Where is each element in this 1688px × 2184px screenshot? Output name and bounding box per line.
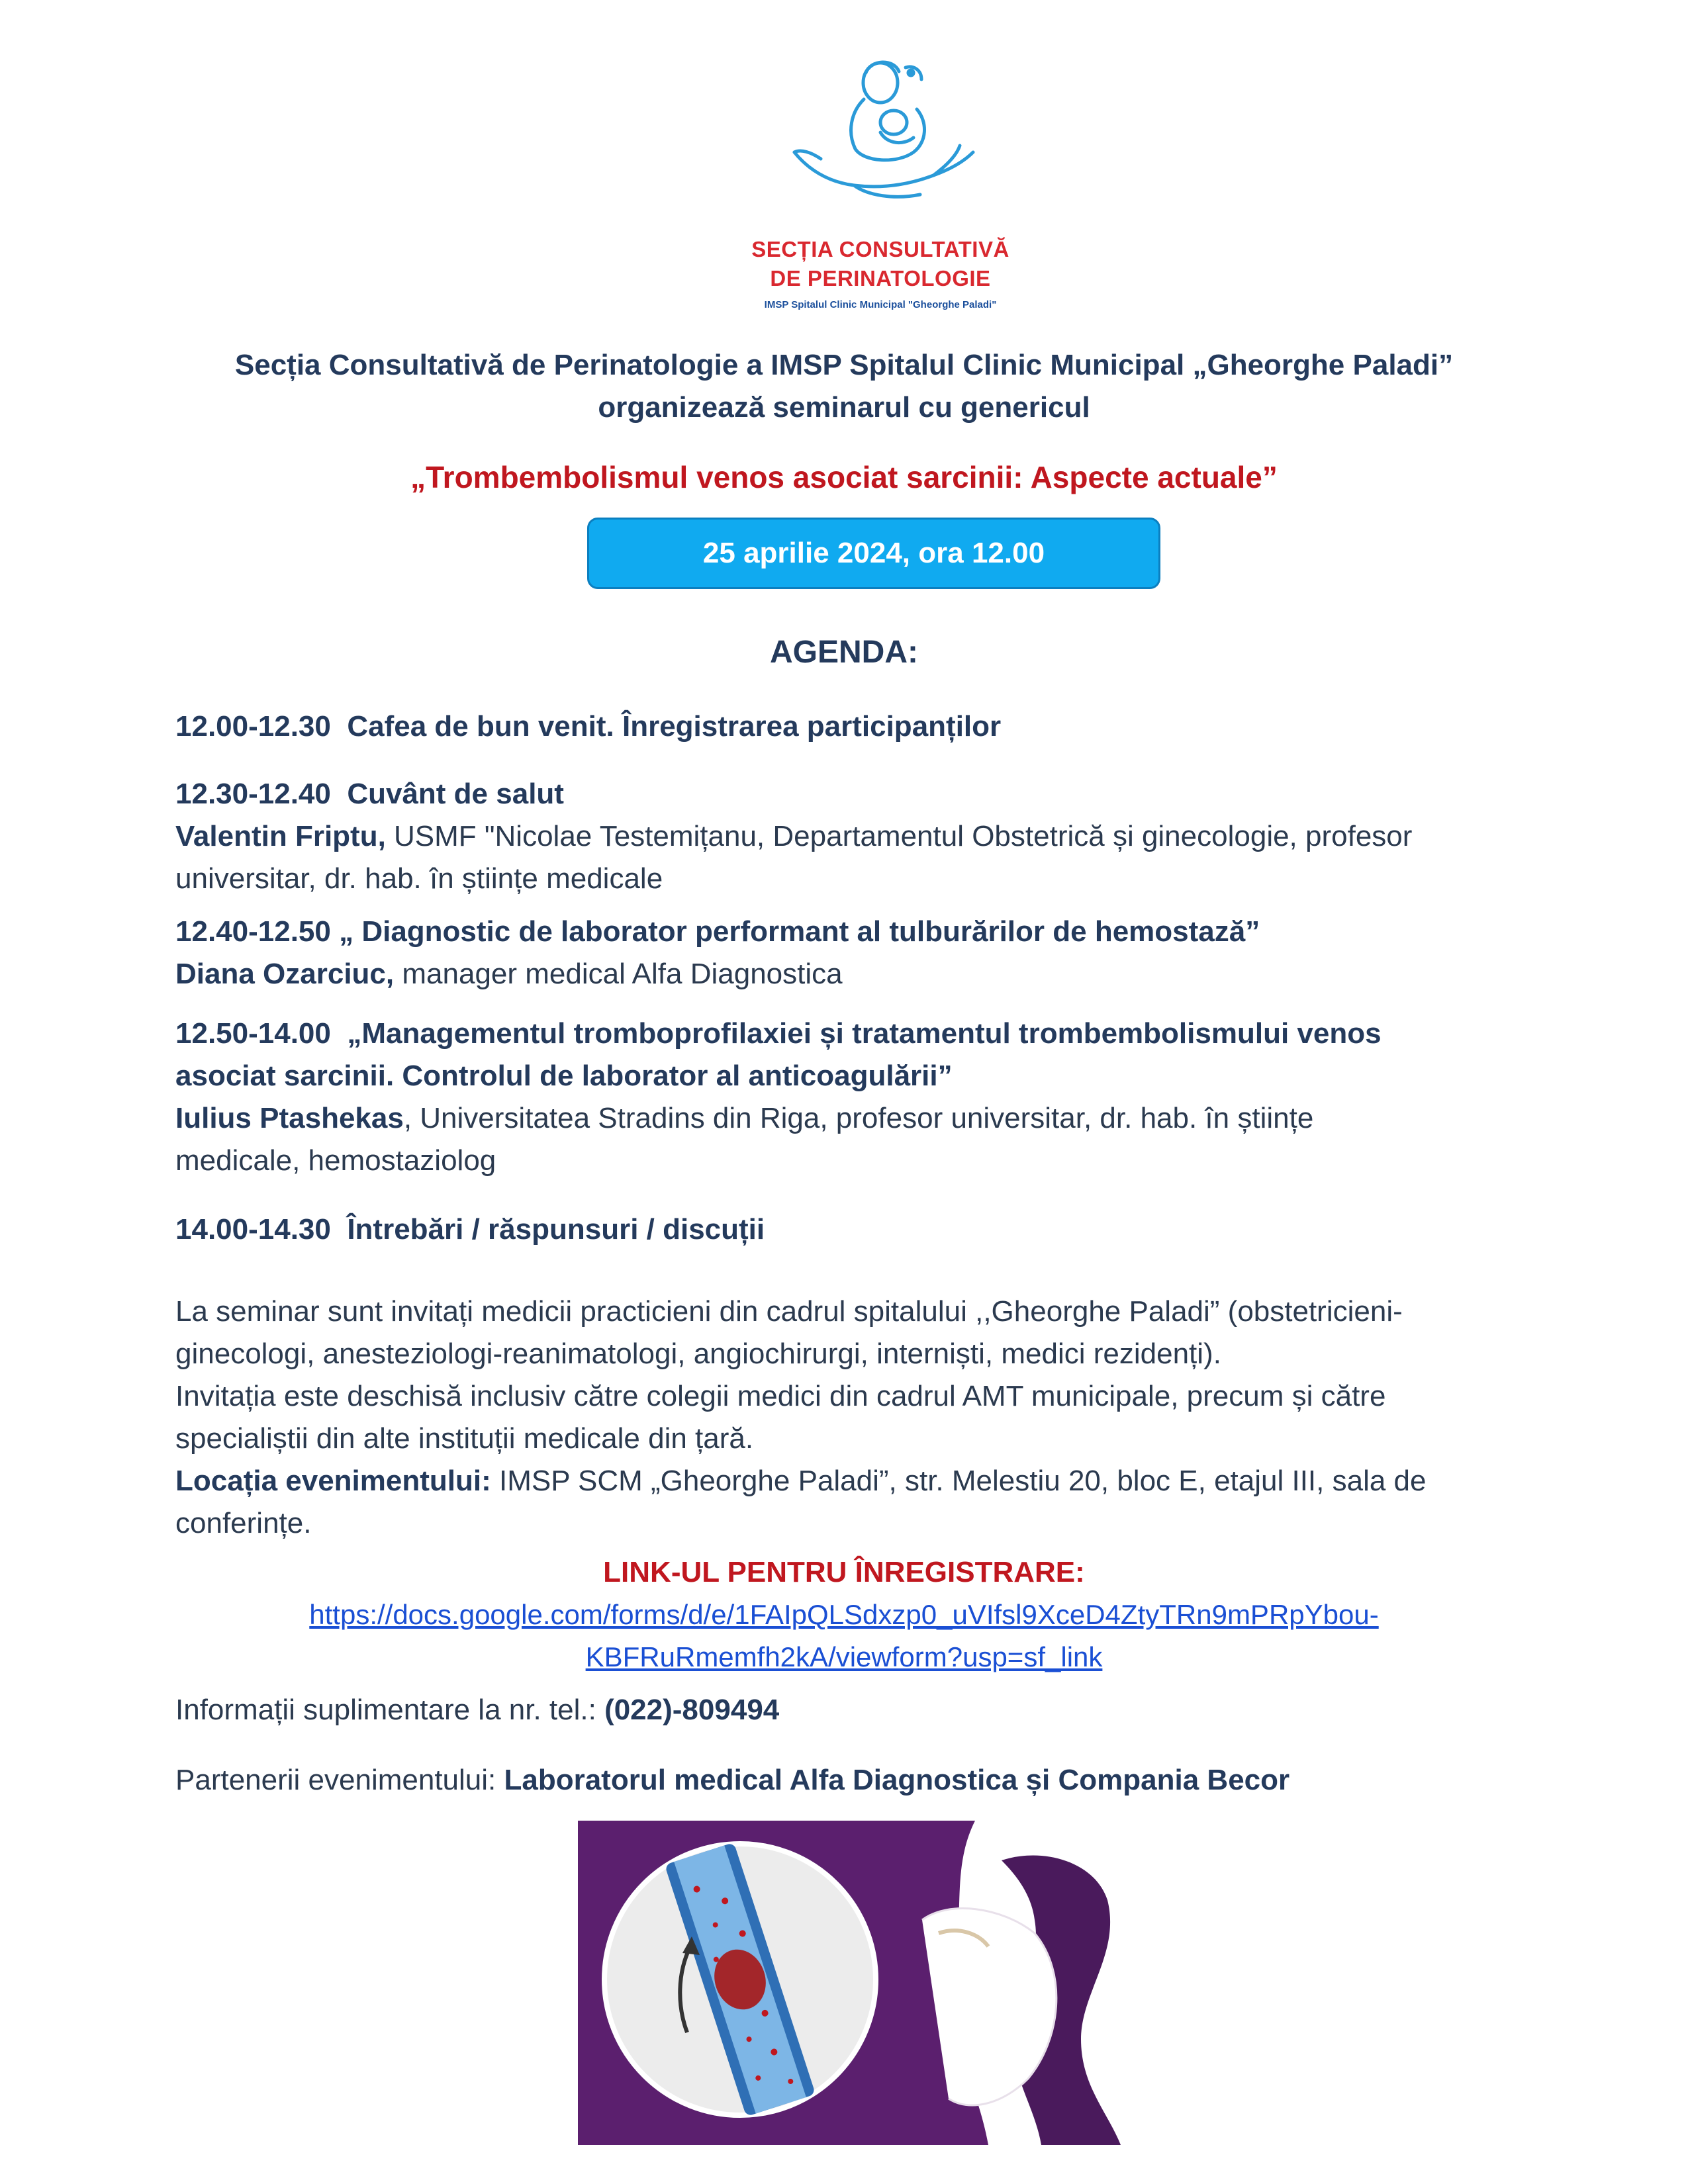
agenda-item: [175, 911, 1579, 995]
date-badge: [587, 518, 1160, 589]
speaker-name: Valentin Friptu,: [175, 820, 386, 852]
agenda-title-text: Întrebări / răspunsuri / discuții: [347, 1213, 765, 1246]
agenda-title-text: „Managementul tromboprofilaxiei și tratamentul trombembolismului venos: [347, 1017, 1382, 1050]
location-label: Locația evenimentului:: [175, 1465, 491, 1497]
agenda-item: [175, 773, 1579, 900]
logo-title-line2: DE PERINATOLOGIE: [770, 266, 991, 291]
contact-phone: (022)-809494: [604, 1694, 780, 1726]
agenda-time: 12.50-14.00: [175, 1017, 331, 1050]
mother-child-hand-icon: [781, 53, 993, 225]
agenda-title: AGENDA:: [770, 635, 918, 670]
agenda-time: 14.00-14.30: [175, 1213, 331, 1246]
agenda-title-text: „ Diagnostic de laborator performant al tulburărilor de hemostază”: [339, 915, 1260, 948]
speaker-role: manager medical Alfa Diagnostica: [402, 958, 843, 990]
logo-subtitle: IMSP Spitalul Clinic Municipal "Gheorghe Paladi": [764, 299, 997, 310]
registration-link-cont[interactable]: KBFRuRmemfh2kA/viewform?usp=sf_link: [585, 1641, 1103, 1672]
invitation-text: [175, 1291, 1579, 1545]
invitation-line: La seminar sunt invitați medicii practicieni din cadrul spitalului ,,Gheorghe Paladi” (obstetricieni-: [175, 1295, 1403, 1328]
location-text: IMSP SCM „Gheorghe Paladi”, str. Melestiu 20, bloc E, etajul III, sala de: [491, 1465, 1427, 1497]
illustration-pregnancy-thrombosis: [578, 1821, 1174, 2145]
intro-line2: organizează seminarul cu genericul: [598, 391, 1090, 424]
partners-names: Laboratorul medical Alfa Diagnostica și Compania Becor: [504, 1764, 1290, 1796]
speaker-role-cont: universitar, dr. hab. în științe medicale: [175, 862, 663, 895]
illustration-svg: [578, 1821, 1174, 2145]
speaker-name: Diana Ozarciuc,: [175, 958, 395, 990]
registration-link[interactable]: https://docs.google.com/forms/d/e/1FAIpQLSdxzp0_uVIfsl9XceD4ZtyTRn9mPRpYbou-: [309, 1599, 1379, 1630]
partners-info: [175, 1759, 1579, 1801]
speaker-role: USMF "Nicolae Testemițanu, Departamentul Obstetrică și ginecologie, profesor: [394, 820, 1413, 852]
date-text: 25 aprilie 2024, ora 12.00: [702, 537, 1045, 569]
agenda-time: 12.00-12.30: [175, 710, 331, 743]
speaker-role: , Universitatea Stradins din Riga, profesor universitar, dr. hab. în științe: [403, 1102, 1314, 1134]
seminar-theme: „Trombembolismul venos asociat sarcinii: Aspecte actuale”: [410, 460, 1278, 494]
agenda-title-text: Cuvânt de salut: [347, 778, 564, 810]
registration-label: LINK-UL PENTRU ÎNREGISTRARE:: [603, 1556, 1085, 1588]
speaker-name: Iulius Ptashekas: [175, 1102, 404, 1134]
invitation-line: specialiștii din alte instituții medicale din țară.: [175, 1422, 754, 1455]
agenda-item: [175, 705, 1579, 748]
agenda-title-cont: asociat sarcinii. Controlul de laborator al anticoagulării”: [175, 1060, 953, 1092]
intro-heading: [132, 344, 1556, 429]
agenda-time: 12.30-12.40: [175, 778, 331, 810]
invitation-line: Invitația este deschisă inclusiv către colegii medici din cadrul AMT municipale, precum și către: [175, 1380, 1386, 1412]
speaker-role-cont: medicale, hemostaziolog: [175, 1144, 496, 1177]
registration-block: [132, 1551, 1556, 1678]
agenda-time: 12.40-12.50: [175, 915, 331, 948]
partners-label: Partenerii evenimentului:: [175, 1764, 504, 1796]
logo: [722, 53, 1039, 318]
agenda-title-text: Cafea de bun venit. Înregistrarea participanților: [347, 710, 1002, 743]
agenda-item: [175, 1013, 1579, 1182]
contact-info: [175, 1689, 1579, 1731]
logo-title-line1: SECȚIA CONSULTATIVĂ: [751, 237, 1009, 261]
location-text-cont: conferințe.: [175, 1507, 312, 1539]
intro-line1: Secția Consultativă de Perinatologie a IMSP Spitalul Clinic Municipal „Gheorghe Paladi”: [234, 349, 1454, 381]
agenda-item: [175, 1208, 1579, 1251]
contact-label: Informații suplimentare la nr. tel.:: [175, 1694, 605, 1726]
invitation-line: ginecologi, anesteziologi-reanimatologi, angiochirurgi, interniști, medici rezidenți).: [175, 1338, 1221, 1370]
